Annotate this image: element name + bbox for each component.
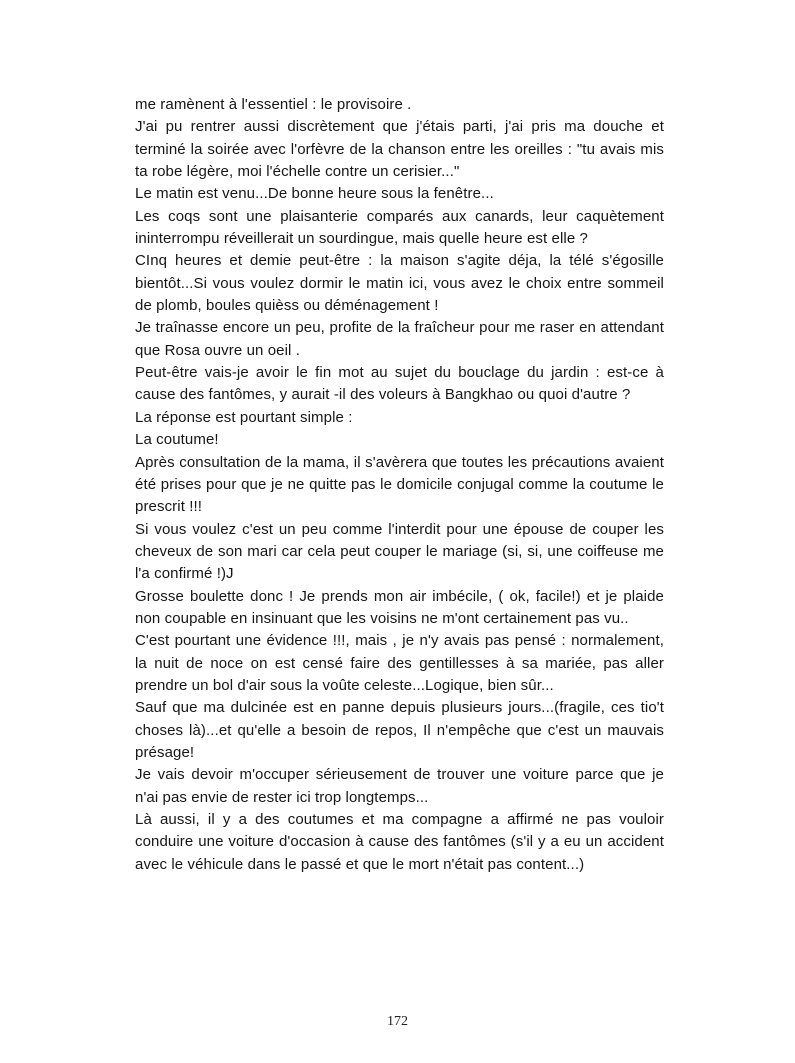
paragraph: Le matin est venu...De bonne heure sous la fenêtre... (135, 185, 494, 203)
paragraph: me ramènent à l'essentiel : le provisoire . (135, 96, 412, 113)
paragraph: Je vais devoir m'occuper sérieusement de trouver une voiture parce que je n'ai pas envie de rester ici trop longtemps... (135, 766, 664, 806)
paragraph: La coutume! (135, 431, 219, 449)
paragraph: Sauf que ma dulcinée est en panne depuis plusieurs jours...(fragile, ces tio't choses là)...et qu'elle a besoin de repos, Il n'empêche que c'est un mauvais présage! (135, 699, 664, 761)
paragraph: C'est pourtant une évidence !!!, mais , je n'y avais pas pensé : normalement, la nuit de noce on est censé faire des gentillesses à sa mariée, pas aller prendre un bol d'air sous la voûte celeste...Logique, bien sûr... (135, 632, 664, 694)
paragraph: J'ai pu rentrer aussi discrètement que j'étais parti, j'ai pris ma douche et terminé la soirée avec l'orfèvre de la chanson entre les oreilles : "tu avais mis ta robe légère, moi l'échelle contre un cerisier..." (135, 118, 664, 181)
paragraph: Grosse boulette donc ! Je prends mon air imbécile, ( ok, facile!) et je plaide non coupable en insinuant que les voisins ne m'ont certainement pas vu.. (135, 587, 664, 627)
paragraph: La réponse est pourtant simple : (135, 408, 353, 426)
paragraph: Les coqs sont une plaisanterie comparés aux canards, leur caquètement ininterrompu réveillerait un sourdingue, mais quelle heure est elle ? (135, 207, 664, 248)
paragraph: Là aussi, il y a des coutumes et ma compagne a affirmé ne pas vouloir conduire une voiture d'occasion à cause des fantômes (s'il y a eu un accident avec le véhicule dans le passé et que le mort n'était pas content...) (135, 811, 664, 873)
paragraph: Après consultation de la mama, il s'avèrera que toutes les précautions avaient été prises pour que je ne quitte pas le domicile conjugal comme la coutume le prescrit !!! (135, 453, 664, 516)
page-text (135, 94, 664, 876)
paragraph: Peut-être vais-je avoir le fin mot au sujet du bouclage du jardin : est-ce à cause des fantômes, y aurait -il des voleurs à Bangkhao ou quoi d'autre ? (135, 364, 664, 404)
paragraph: CInq heures et demie peut-être : la maison s'agite déja, la télé s'égosille bientôt...Si vous voulez dormir le matin ici, vous avez le choix entre sommeil de plomb, boules quièss ou déménagement ! (135, 252, 664, 315)
page-number: 172 (387, 1014, 408, 1029)
paragraph: Je traînasse encore un peu, profite de la fraîcheur pour me raser en attendant que Rosa ouvre un oeil . (135, 319, 664, 359)
paragraph: Si vous voulez c'est un peu comme l'interdit pour une épouse de couper les cheveux de son mari car cela peut couper le mariage (si, si, une coiffeuse me l'a confirmé !)J (135, 520, 664, 583)
